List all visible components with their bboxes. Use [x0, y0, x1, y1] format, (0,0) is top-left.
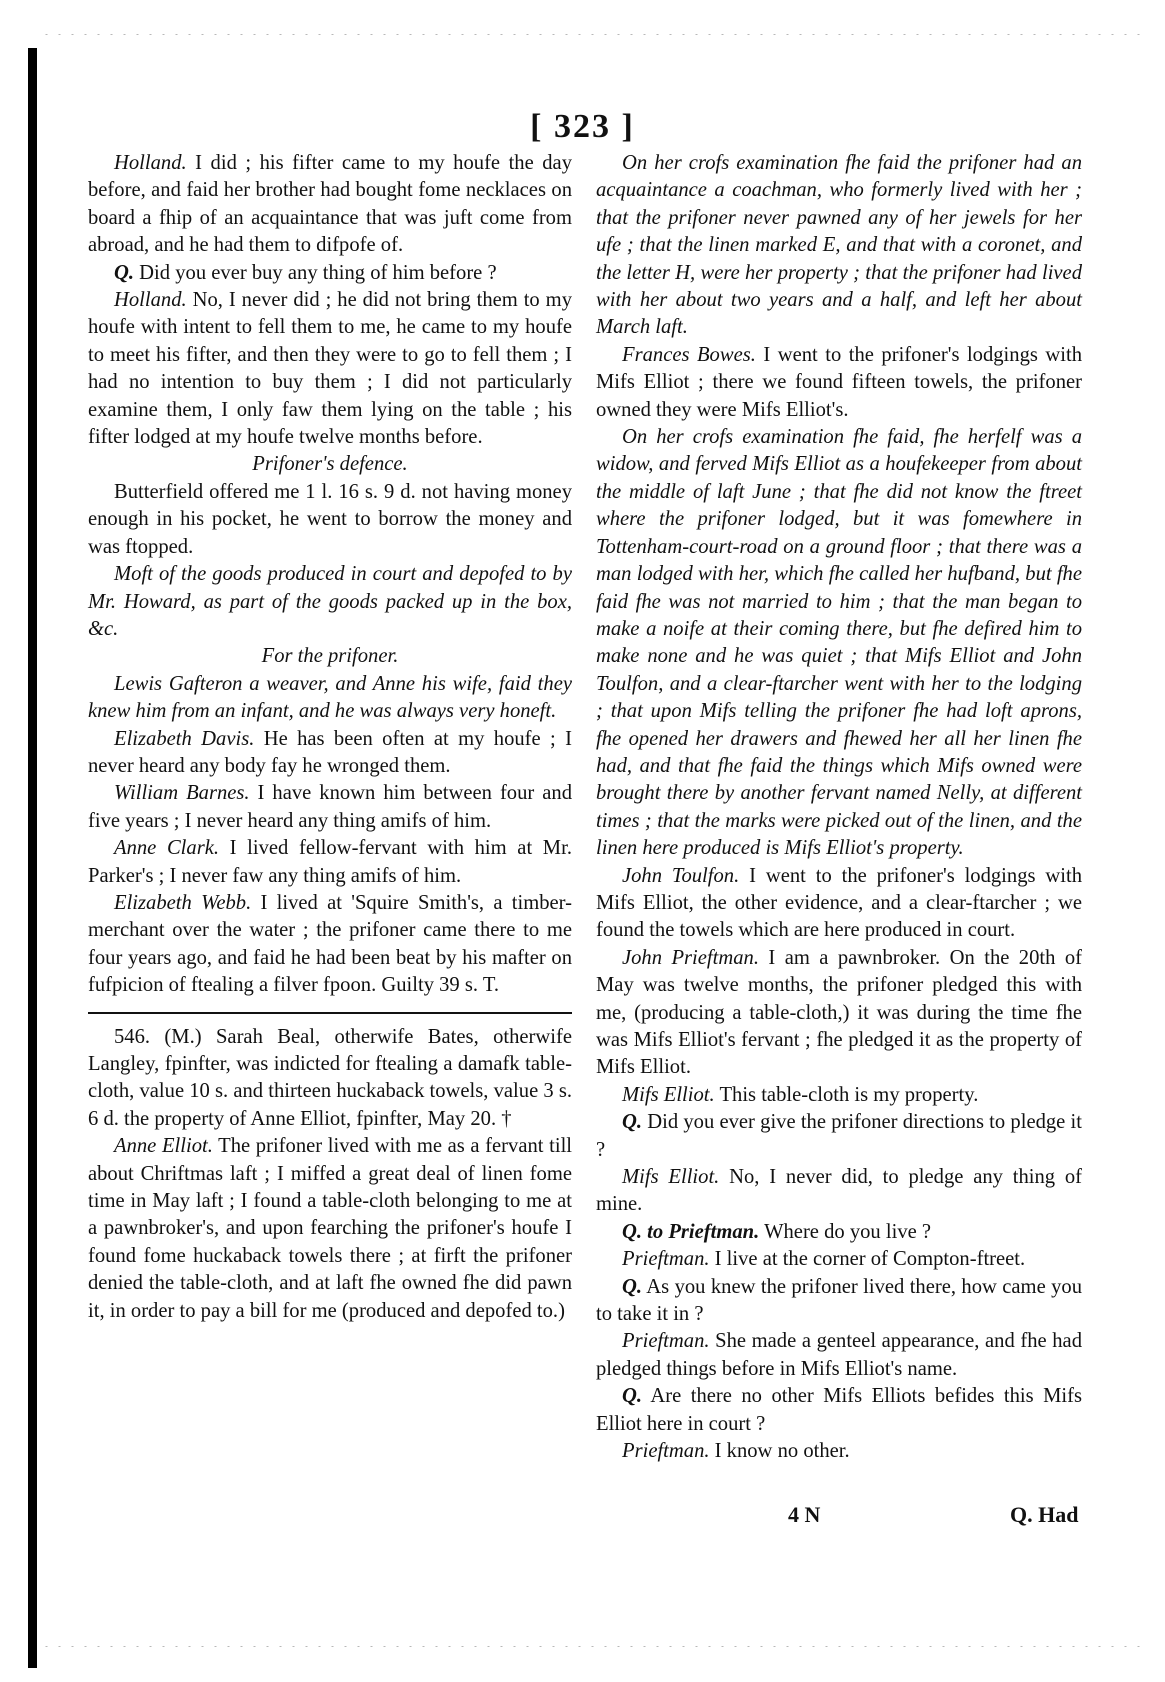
section-divider — [88, 1012, 572, 1014]
paragraph — [88, 890, 572, 1000]
paragraph-text: I live at the corner of Compton-ftreet. — [709, 1248, 1026, 1271]
section-heading — [88, 643, 572, 670]
paragraph — [88, 150, 572, 260]
paragraph-text: No, I never did, to pledge any thing of mine. — [596, 1166, 1083, 1216]
paragraph — [88, 671, 572, 726]
paragraph-text: I lived at 'Squire Smith's, a timber-merchant over the water ; the prifoner came there to me four years ago, and faid he had been beat by his mafter on fufpicion of ftealing a filver fpoon. Guilty 39 s. T. — [88, 891, 572, 997]
paragraph — [88, 1133, 572, 1325]
paragraph-text: As you knew the prifoner lived there, how came you to take it in ? — [596, 1275, 1082, 1326]
left-column — [88, 150, 572, 1325]
paragraph-text: I did ; his fifter came to my houfe the day before, and faid her brother had bought fome necklaces on board a fhip of an acquaintance that was juft come from abroad, and he had them to difpofe of. — [88, 152, 572, 257]
paragraph — [88, 479, 572, 561]
speaker-name: John Toulfon. — [622, 864, 740, 887]
paragraph-text: The prifoner lived with me as a fervant till about Chriftmas laft ; I miffed a great deal of linen fome time in May laft ; I found a table-cloth belonging to me at a pawnbroker's, and upon fearching the prifoner's houfe I found fome huckaback towels there ; at firft the prifoner denied the table-cloth, and at laft fhe owned fhe did pawn it, in order to pay a bill for me (produced and depofed to.) — [88, 1135, 573, 1322]
catchword: Q. Had — [1010, 1502, 1079, 1527]
paragraph — [596, 1082, 1082, 1109]
paragraph-text: On her crofs examination fhe faid, fhe herfelf was a widow, and ferved Mifs Elliot as a houfekeeper from about the middle of laft June ; that fhe did not know the ftreet where the prifoner lodged, but it was fomewhere in Tottenham-court-road on a ground floor ; that there was a man lodged with her, which fhe called her hufband, but fhe faid fhe was not married to him ; that the man began to make a noife at their coming there, but fhe defired him to make none and he was quiet ; that Mifs Elliot and John Toulfon, and a clear-ftarcher went with her to the lodging ; that upon Mifs telling the prifoner fhe had loft aprons, fhe opened her drawers and fhewed her all her linen fhe had, and that fhe faid the things which Mifs owned were brought there by another fervant named Nelly, at different times ; that the marks were picked out of the linen, and the linen here produced is Mifs Elliot's property. — [596, 426, 1082, 860]
signature-mark: 4 N — [788, 1502, 821, 1527]
paragraph — [596, 1438, 1082, 1465]
paragraph — [596, 1219, 1082, 1246]
scan-noise-bottom — [40, 1644, 1145, 1650]
paragraph-text: Are there no other Mifs Elliots befides this Mifs Elliot here in court ? — [596, 1385, 1082, 1435]
paragraph — [596, 1274, 1082, 1329]
speaker-name: Frances Bowes. — [622, 343, 756, 366]
scan-noise-top — [40, 32, 1145, 38]
paragraph-text: He has been often at my houfe ; I never heard any body fay he wronged them. — [88, 727, 572, 777]
speaker-name: John Prieftman. — [622, 946, 759, 969]
speaker-name: Elizabeth Davis. — [114, 727, 255, 750]
paragraph — [596, 863, 1082, 945]
paragraph-text: I went to the prifoner's lodgings with Mifs Elliot, the other evidence, and a clear-ftarcher ; we found the towels which are here produced in court. — [596, 864, 1082, 942]
speaker-name: Holland. — [114, 289, 187, 312]
paragraph-text: I have known him between four and five years ; I never heard any thing amifs of him. — [88, 782, 572, 832]
speaker-name: Q. — [622, 1385, 643, 1408]
paragraph-text: Butterfield offered me 1 l. 16 s. 9 d. not having money enough in his pocket, he went to borrow the money and was ftopped. — [88, 480, 572, 558]
paragraph-text: I lived fellow-fervant with him at Mr. Parker's ; I never faw any thing amifs of him. — [88, 837, 572, 887]
paragraph — [596, 342, 1082, 424]
paragraph-text: I am a pawnbroker. On the 20th of May was twelve months, the prifoner pledged this with me, (producing a table-cloth,) it was during the time fhe was Mifs Elliot's fervant ; fhe pledged it as the property of Mifs Elliot. — [596, 946, 1082, 1079]
paragraph-text: Prifoner's defence. — [252, 453, 408, 476]
paragraph-text: This table-cloth is my property. — [714, 1083, 979, 1106]
paragraph — [88, 780, 572, 835]
speaker-name: Q. — [622, 1111, 643, 1134]
speaker-name: Holland. — [114, 152, 187, 174]
paragraph — [596, 1383, 1082, 1438]
paragraph — [596, 1164, 1082, 1219]
paragraph — [596, 1328, 1082, 1383]
paragraph-text: Lewis Gafteron a weaver, and Anne his wife, faid they knew him from an infant, and he was always very honeft. — [88, 672, 572, 723]
paragraph-text: On her crofs examination fhe faid the prifoner had an acquaintance a coachman, who formerly lived with her ; that the prifoner never pawned any of her jewels for her ufe ; that the linen marked E, and that with a coronet, and the letter H, were her property ; that the prifoner had lived with her about two years and a half, and left her about March laft. — [596, 152, 1082, 339]
speaker-name: Q. — [114, 261, 135, 284]
paragraph — [88, 835, 572, 890]
speaker-name: Mifs Elliot. — [622, 1166, 720, 1189]
speaker-name: Anne Elliot. — [114, 1135, 213, 1158]
speaker-name: Q. to Prieftman. — [622, 1220, 760, 1243]
paragraph-text: Where do you live ? — [759, 1220, 932, 1243]
scan-page-edge — [28, 48, 37, 1668]
speaker-name: Prieftman. — [622, 1440, 710, 1463]
paragraph — [596, 150, 1082, 342]
paragraph-text: Did you ever give the prifoner directions to pledge it ? — [596, 1111, 1082, 1161]
speaker-name: Elizabeth Webb. — [114, 891, 252, 914]
speaker-name: Prieftman. — [622, 1330, 710, 1353]
speaker-name: Q. — [622, 1275, 643, 1298]
paragraph — [88, 287, 572, 451]
paragraph — [88, 726, 572, 781]
speaker-name: Mifs Elliot. — [622, 1083, 715, 1106]
speaker-name: William Barnes. — [114, 782, 250, 805]
paragraph-text: 546. (M.) Sarah Beal, otherwife Bates, otherwife Langley, fpinfter, was indicted for ftealing a damafk table-cloth, value 10 s. and thirteen huckaback towels, value 3 s. 6 d. the property of Anne Elliot, fpinfter, May 20. † — [88, 1025, 572, 1130]
speaker-name: Prieftman. — [622, 1248, 710, 1271]
paragraph-text: For the prifoner. — [261, 645, 399, 668]
paragraph-text: I know no other. — [709, 1440, 850, 1463]
paragraph — [88, 1024, 572, 1134]
paragraph — [88, 260, 572, 287]
paragraph-text: No, I never did ; he did not bring them to my houfe with intent to fell them to me, he came to my houfe to meet his fifter, and then they were to go to fell them ; I had no intention to buy them ; I did not particularly examine them, I only faw them lying on the table ; his fifter lodged at my houfe twelve months before. — [88, 289, 572, 449]
page-number: [ 323 ] — [530, 108, 635, 145]
paragraph — [596, 424, 1082, 863]
paragraph — [596, 1109, 1082, 1164]
paragraph-text: She made a genteel appearance, and fhe had pledged things before in Mifs Elliot's name. — [596, 1330, 1082, 1380]
paragraph — [596, 1246, 1082, 1273]
paragraph-text: Did you ever buy any thing of him before ? — [134, 261, 497, 284]
section-heading — [88, 451, 572, 478]
paragraph-text: Moft of the goods produced in court and depofed to by Mr. Howard, as part of the goods packed up in the box, &c. — [88, 563, 572, 640]
paragraph — [88, 561, 572, 643]
paragraph — [596, 945, 1082, 1082]
speaker-name: Anne Clark. — [114, 837, 220, 860]
paragraph-text: I went to the prifoner's lodgings with Mifs Elliot ; there we found fifteen towels, the prifoner owned they were Mifs Elliot's. — [596, 343, 1082, 421]
right-column — [596, 150, 1082, 1466]
